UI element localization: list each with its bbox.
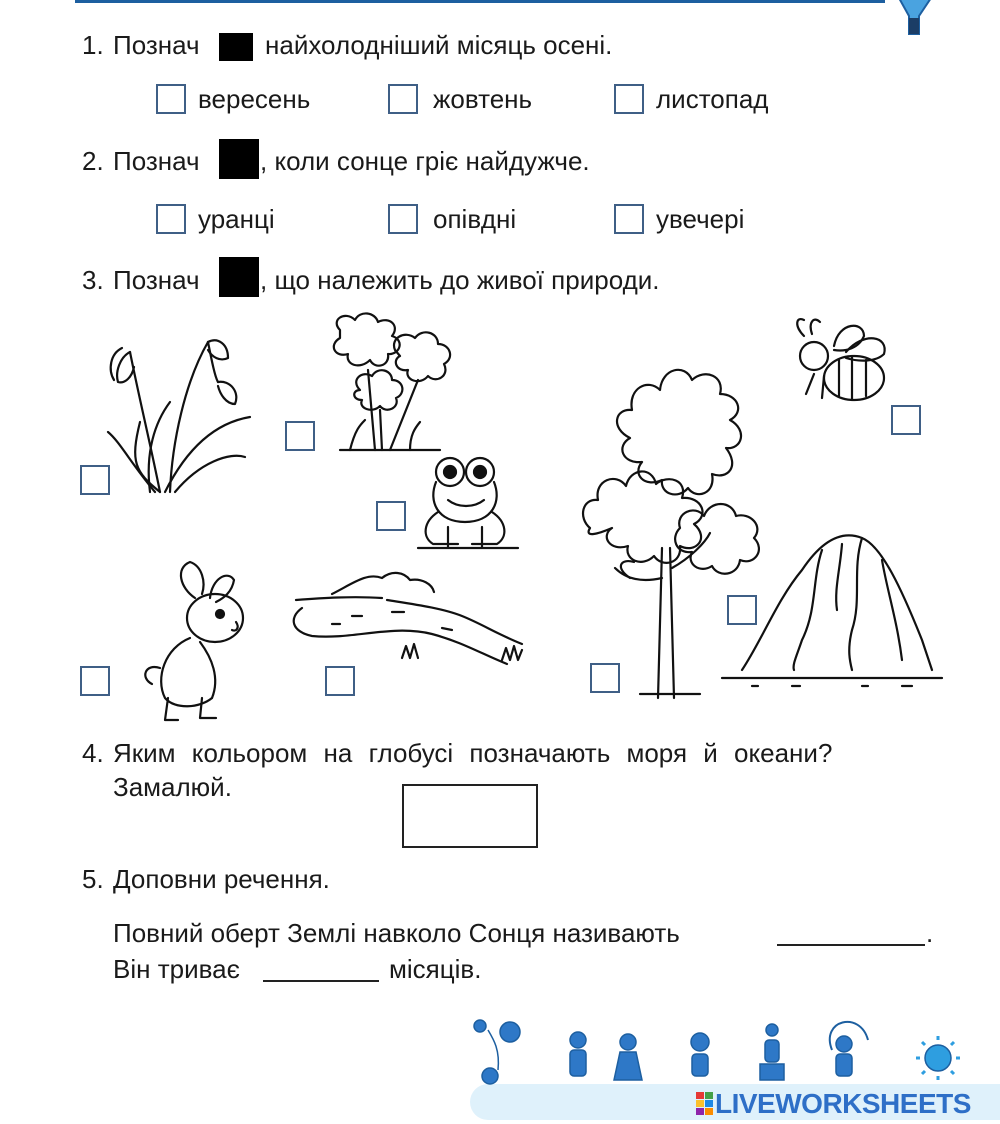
q5-blank-2[interactable] (263, 980, 379, 982)
bee-picture (784, 316, 894, 411)
top-rule (75, 0, 885, 3)
q3-checkbox-bee[interactable] (891, 405, 921, 435)
carnation-picture (300, 310, 480, 450)
liveworksheets-brand: LIVEWORKSHEETS (715, 1088, 971, 1119)
q3-checkbox-river[interactable] (325, 666, 355, 696)
q3-checkbox-carnation[interactable] (285, 421, 315, 451)
q3-number: 3. (82, 265, 104, 295)
q5-sentence2-start: Він триває (113, 954, 240, 984)
q1-checkbox-3[interactable] (614, 84, 644, 114)
q3-prompt-end: , що належить до живої природи. (260, 265, 660, 295)
q2-option-2: опівдні (433, 204, 517, 234)
q2-option-3: увечері (656, 204, 745, 234)
q3-checkbox-rock[interactable] (727, 595, 757, 625)
q5-sentence2-end: місяців. (389, 954, 482, 984)
q3-checkbox-snowdrop[interactable] (80, 465, 110, 495)
snowdrop-picture (100, 322, 260, 492)
q1-prompt-end: найхолодніший місяць осені. (265, 30, 613, 60)
q2-option-1: уранці (198, 204, 275, 234)
q1-checkbox-1[interactable] (156, 84, 186, 114)
q3-checkbox-rabbit[interactable] (80, 666, 110, 696)
q4-color-box[interactable] (402, 784, 538, 848)
q2-checkbox-3[interactable] (614, 204, 644, 234)
q2-prompt-start: Познач (113, 146, 200, 176)
q4-question: Яким кольором на глобусі позначають моря й океани? (113, 738, 833, 768)
q5-number: 5. (82, 864, 104, 894)
frog-picture (418, 452, 528, 552)
kids-illustration (460, 1010, 900, 1100)
q3-mark-sample (219, 257, 259, 297)
q5-title: Доповни речення. (113, 864, 330, 894)
q1-mark-sample (219, 33, 253, 61)
q1-checkbox-2[interactable] (388, 84, 418, 114)
q1-prompt-start: Познач (113, 30, 200, 60)
q2-number: 2. (82, 146, 104, 176)
q1-option-3: листопад (656, 84, 769, 114)
q5-sentence1: Повний оберт Землі навколо Сонця називають (113, 918, 680, 948)
q2-prompt-end: , коли сонце гріє найдужче. (260, 146, 590, 176)
q5-blank-1[interactable] (777, 944, 925, 946)
q1-option-1: вересень (198, 84, 311, 114)
q4-number: 4. (82, 738, 104, 768)
river-picture (292, 564, 532, 674)
rabbit-picture (140, 558, 260, 723)
q3-prompt-start: Познач (113, 265, 200, 295)
q1-option-2: жовтень (433, 84, 533, 114)
q2-checkbox-2[interactable] (388, 204, 418, 234)
q4-instruction: Замалюй. (113, 772, 232, 802)
q5-sentence1-end: . (926, 918, 934, 948)
liveworksheets-logo-icon (696, 1092, 714, 1116)
q1-number: 1. (82, 30, 104, 60)
pencil-icon (895, 0, 935, 44)
q2-mark-sample (219, 139, 259, 179)
q3-checkbox-frog[interactable] (376, 501, 406, 531)
q3-checkbox-tree[interactable] (590, 663, 620, 693)
q2-checkbox-1[interactable] (156, 204, 186, 234)
